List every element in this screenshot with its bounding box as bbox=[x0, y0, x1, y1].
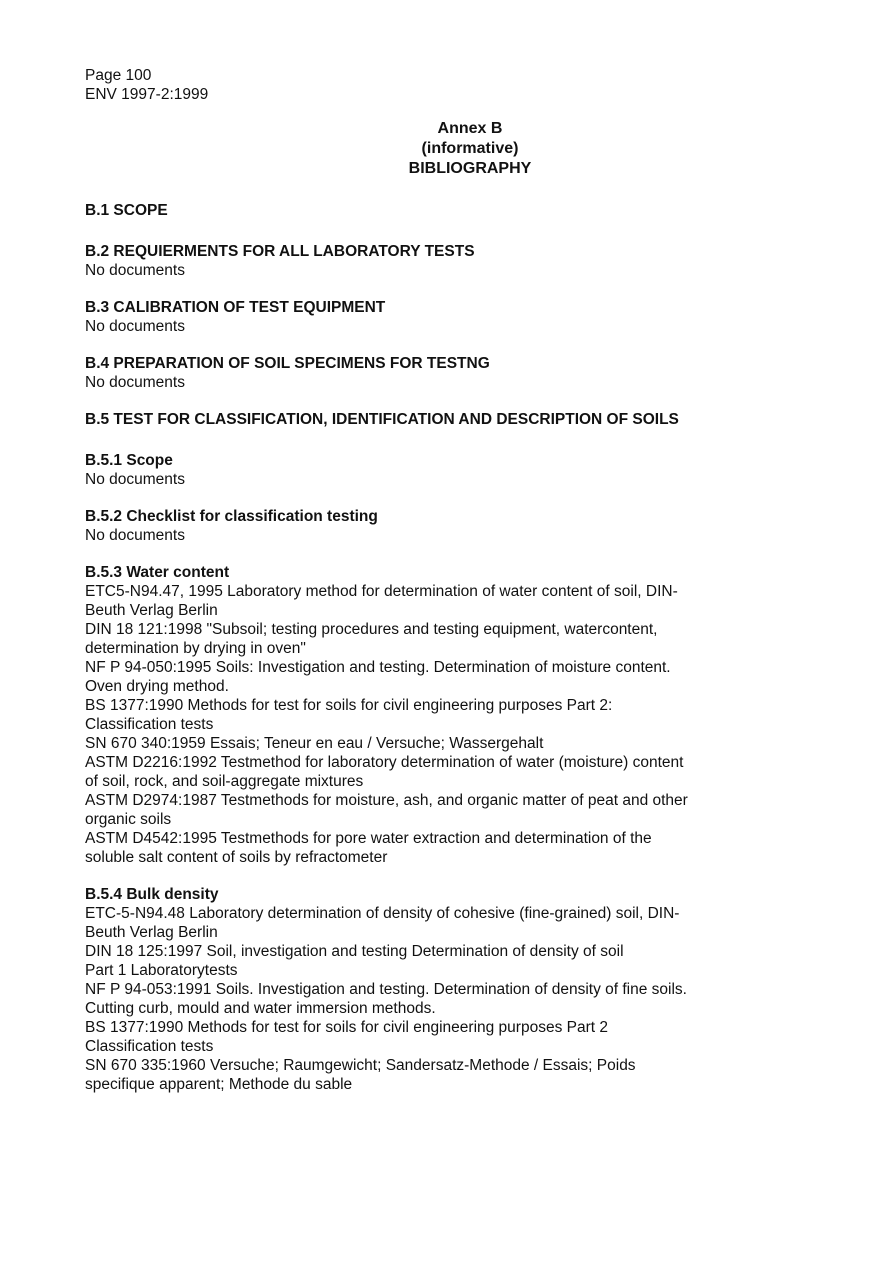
reference-line: Classification tests bbox=[85, 1038, 214, 1055]
section-heading-b3: B.3 CALIBRATION OF TEST EQUIPMENT bbox=[85, 299, 386, 316]
section-heading-b5: B.5 TEST FOR CLASSIFICATION, IDENTIFICATION AND DESCRIPTION OF SOILS bbox=[85, 411, 679, 428]
reference-line: Oven drying method. bbox=[85, 678, 229, 695]
section-heading-b4: B.4 PREPARATION OF SOIL SPECIMENS FOR TESTNG bbox=[85, 355, 490, 372]
reference-line: determination by drying in oven" bbox=[85, 640, 306, 657]
reference-line: organic soils bbox=[85, 811, 172, 828]
annex-type: (informative) bbox=[421, 140, 519, 157]
annex-title bbox=[85, 119, 785, 179]
reference-line: Beuth Verlag Berlin bbox=[85, 602, 218, 619]
reference-line: Part 1 Laboratorytests bbox=[85, 962, 238, 979]
reference-line: NF P 94-050:1995 Soils: Investigation and testing. Determination of moisture content. bbox=[85, 659, 671, 676]
annex-heading: BIBLIOGRAPHY bbox=[408, 160, 532, 177]
reference-line: soluble salt content of soils by refractometer bbox=[85, 849, 388, 866]
section-text: No documents bbox=[85, 318, 185, 335]
section-heading-b53: B.5.3 Water content bbox=[85, 564, 230, 581]
reference-line: Cutting curb, mould and water immersion methods. bbox=[85, 1000, 436, 1017]
reference-line: ASTM D2974:1987 Testmethods for moisture, ash, and organic matter of peat and other bbox=[85, 792, 688, 809]
reference-line: Classification tests bbox=[85, 716, 214, 733]
section-text: No documents bbox=[85, 527, 185, 544]
document-page bbox=[85, 66, 785, 1094]
reference-line: DIN 18 121:1998 "Subsoil; testing procedures and testing equipment, watercontent, bbox=[85, 621, 658, 638]
reference-line: BS 1377:1990 Methods for test for soils for civil engineering purposes Part 2 bbox=[85, 1019, 608, 1036]
section-text: No documents bbox=[85, 262, 185, 279]
reference-line: ASTM D2216:1992 Testmethod for laboratory determination of water (moisture) content bbox=[85, 754, 684, 771]
reference-line: Beuth Verlag Berlin bbox=[85, 924, 218, 941]
reference-line: NF P 94-053:1991 Soils. Investigation and testing. Determination of density of fine soils. bbox=[85, 981, 687, 998]
reference-line: specifique apparent; Methode du sable bbox=[85, 1076, 353, 1093]
section-heading-b52: B.5.2 Checklist for classification testing bbox=[85, 508, 378, 525]
reference-line: ASTM D4542:1995 Testmethods for pore water extraction and determination of the bbox=[85, 830, 652, 847]
annex-label: Annex B bbox=[437, 120, 503, 137]
section-heading-b51: B.5.1 Scope bbox=[85, 452, 173, 469]
page-header bbox=[85, 66, 785, 104]
reference-line: SN 670 340:1959 Essais; Teneur en eau / Versuche; Wassergehalt bbox=[85, 735, 544, 752]
page-number: Page 100 bbox=[85, 67, 152, 84]
section-heading-b1: B.1 SCOPE bbox=[85, 202, 168, 219]
section-heading-b54: B.5.4 Bulk density bbox=[85, 886, 219, 903]
standard-id: ENV 1997-2:1999 bbox=[85, 86, 209, 103]
section-heading-b2: B.2 REQUIERMENTS FOR ALL LABORATORY TESTS bbox=[85, 243, 475, 260]
reference-line: of soil, rock, and soil-aggregate mixtures bbox=[85, 773, 364, 790]
section-text: No documents bbox=[85, 374, 185, 391]
reference-line: ETC-5-N94.48 Laboratory determination of density of cohesive (fine-grained) soil, DIN- bbox=[85, 905, 680, 922]
reference-line: SN 670 335:1960 Versuche; Raumgewicht; Sandersatz-Methode / Essais; Poids bbox=[85, 1057, 636, 1074]
reference-line: ETC5-N94.47, 1995 Laboratory method for determination of water content of soil, DIN- bbox=[85, 583, 678, 600]
section-text: No documents bbox=[85, 471, 185, 488]
reference-line: DIN 18 125:1997 Soil, investigation and testing Determination of density of soil bbox=[85, 943, 624, 960]
reference-line: BS 1377:1990 Methods for test for soils for civil engineering purposes Part 2: bbox=[85, 697, 613, 714]
